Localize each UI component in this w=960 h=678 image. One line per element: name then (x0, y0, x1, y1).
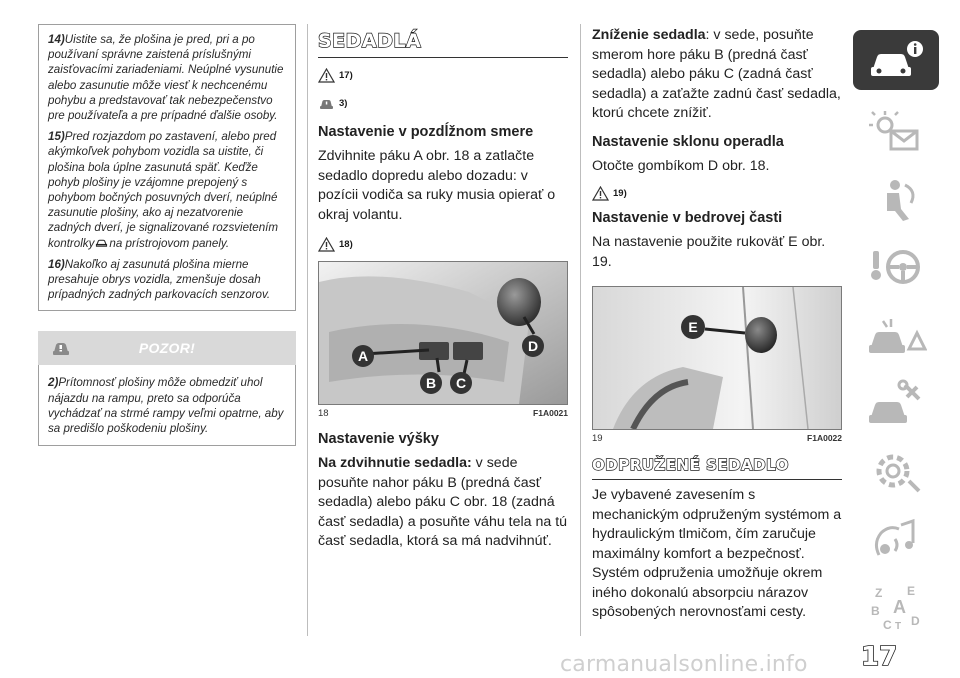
svg-text:E: E (688, 319, 698, 335)
seat-levers-illustration (319, 262, 567, 404)
figure-number: 19 (592, 433, 603, 444)
warning-triangle-icon (318, 237, 335, 252)
warning-ref-17: 17) (318, 64, 568, 86)
text-backrest: Otočte gombíkom D obr. 18. (592, 157, 770, 174)
figure-19 (592, 286, 842, 430)
page-number: 17 (861, 642, 898, 672)
text-suspended-seat: Je vybavené zavesením s mechanickým odpruženým systémom a hydraulickým tlmičom, čím zaručuje maximálny komfort a bezpečnosť. Systém odpruženia umožňuje okrem iného dokonalú absorpciu nárazov spôsobených nerovnosťami cesty. (592, 487, 842, 620)
section-title-suspended-seat: ODPRUŽENÉ SEDADLO (592, 456, 789, 474)
index-icon-svg (865, 583, 927, 633)
multimedia-icon-svg (865, 515, 927, 565)
car-info-icon-svg (865, 35, 927, 85)
svg-text:A: A (357, 348, 369, 364)
heading-height: Nastavenie výšky (318, 431, 439, 447)
text-lowering: Zníženie sedadla: v sede, posuňte smerom hore páku B (predná časť sedadla) alebo páku C (zadná časť sedadla) a zaťažte zadnú časť sedadla, ktorú chcete znížiť. (592, 27, 841, 121)
pozor-header (38, 331, 296, 365)
svg-text:D: D (911, 614, 920, 628)
figure-code: F1A0022 (807, 433, 842, 443)
watermark: carmanualsonline.info (560, 652, 808, 677)
label-b (420, 372, 442, 394)
section-title-sedadla: SEDADLÁ (318, 30, 422, 52)
car-caution-icon (318, 96, 335, 111)
title-rule (318, 57, 568, 58)
figure-19-caption (592, 433, 842, 444)
index-icon[interactable] (853, 574, 939, 642)
text-longitudinal: Zdvihnite páku A obr. 18 a zatlačte sedadlo dopredu alebo dozadu: v pozícii vodiča sa ruky musia opierať o okraj volantu. (318, 148, 556, 223)
note-15: 15)Pred rozjazdom po zastavení, alebo pred akýmkoľvek pohybom vozidla sa uistite, či plošina bola úplne zasunutá späť. Keďže pohyb plošiny je vzájomne prepojený s pohybom bočných posuvných dverí, neúplné zasunutie plošiny, ako aj nezatvorenie zadných dverí, je signalizované rozsvietením kontrolky na prístrojovom panely. (48, 130, 279, 250)
maintenance-icon-svg (865, 379, 927, 429)
door-warning-icon (95, 238, 108, 248)
svg-text:T: T (895, 621, 902, 632)
label-e (681, 315, 705, 339)
lumbar-handle-illustration (593, 287, 841, 429)
title-rule (592, 479, 842, 480)
svg-text:D: D (527, 338, 539, 354)
label-a (352, 345, 374, 367)
label-c (450, 372, 472, 394)
svg-text:E: E (907, 584, 916, 598)
steering-wheel-icon[interactable] (853, 234, 939, 302)
svg-text:B: B (425, 375, 437, 391)
pozor-body (38, 365, 296, 446)
figure-18 (318, 261, 568, 405)
warning-lights-icon[interactable] (853, 98, 939, 166)
svg-text:Z: Z (875, 586, 883, 600)
caution-ref-3: 3) (318, 92, 568, 114)
car-info-icon[interactable] (853, 30, 939, 90)
heading-lumbar: Nastavenie v bedrovej časti (592, 210, 783, 226)
svg-text:B: B (871, 604, 880, 618)
figure-number: 18 (318, 408, 329, 419)
technical-data-icon-svg (865, 447, 927, 497)
figure-code: F1A0021 (533, 408, 568, 418)
airbag-seat-icon-svg (865, 175, 927, 225)
svg-text:C: C (455, 375, 467, 391)
breakdown-icon[interactable] (853, 302, 939, 370)
seats-column (318, 30, 568, 552)
warning-triangle-icon (592, 186, 609, 201)
steering-wheel-icon-svg (865, 243, 927, 293)
pozor-note-2: 2)Prítomnosť plošiny môže obmedziť uhol nájazdu na rampu, preto sa odporúča vychádzať na strmé rampy veľmi opatrne, aby sa predišlo poškodeniu plošiny. (48, 376, 284, 436)
column-divider-1 (307, 24, 308, 636)
column-divider-2 (580, 24, 581, 636)
seats-column-continued (592, 26, 842, 623)
heading-longitudinal: Nastavenie v pozdĺžnom smere (318, 124, 534, 140)
svg-text:A: A (893, 597, 906, 617)
warning-ref-18: 18) (318, 233, 568, 255)
technical-data-icon[interactable] (853, 438, 939, 506)
chapter-sidebar (853, 30, 939, 642)
notes-box (38, 24, 296, 311)
text-lumbar: Na nastavenie použite rukoväť E obr. 19. (592, 234, 826, 270)
text-height: Na zdvihnutie sedadla: v sede posuňte nahor páku B (predná časť sedadla) alebo páku C obr. 18 (zadná časť sedadla) a posuňte váhu tela na tú časť sedadla, ktorá sa má nadvihnúť. (318, 455, 568, 549)
warning-lights-icon-svg (865, 107, 927, 157)
note-16: 16)Nakoľko aj zasunutá plošina mierne presahuje obrys vozidla, zmenšuje dosah prípadných zadných parkovacích senzorov. (48, 257, 271, 302)
label-d (522, 335, 544, 357)
svg-text:C: C (883, 618, 892, 632)
heading-backrest: Nastavenie sklonu operadla (592, 133, 784, 150)
airbag-seat-icon[interactable] (853, 166, 939, 234)
warning-triangle-icon (318, 68, 335, 83)
figure-18-caption (318, 408, 568, 419)
warning-ref-19: 19) (592, 182, 842, 204)
multimedia-icon[interactable] (853, 506, 939, 574)
pozor-title: POZOR! (138, 340, 196, 357)
maintenance-icon[interactable] (853, 370, 939, 438)
notes-column (38, 24, 296, 446)
breakdown-icon-svg (865, 311, 927, 361)
note-14: 14)Uistite sa, že plošina je pred, pri a po používaní správne zaistená príslušnými zaisťovacími zariadeniami. Neúplné vysunutie alebo zasunutie môže viesť k nechcenému pohybu a predstavovať tak nebezpečenstvo pre používateľa a pre prípadné ďalšie osoby. (48, 33, 284, 123)
